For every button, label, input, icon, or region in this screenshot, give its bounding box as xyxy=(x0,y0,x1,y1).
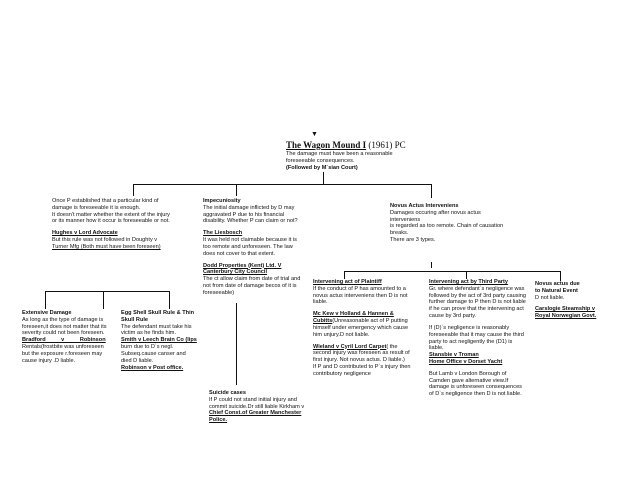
eggshell-case-2: Robinson v Post office. xyxy=(121,364,184,371)
extensive-line-3: severity could not been foreseen. xyxy=(22,330,105,337)
impecuniosity-case-1: The Liesbosch xyxy=(203,230,243,237)
thirdparty-line-12: damage is unforeseen consequences xyxy=(429,384,522,391)
plaintiff-case-2-rest: ( the xyxy=(386,343,398,350)
novus-line-3: breaks. xyxy=(390,230,409,237)
novus-branch-horizontal-line xyxy=(344,271,560,272)
novus-stem-line xyxy=(431,262,432,268)
drop-plaintiff-line xyxy=(344,271,345,279)
impecuniosity-line-1: The initial damage inflicted by D may xyxy=(203,204,295,211)
thirdparty-line-10: But Lamb v London Borough of xyxy=(429,370,507,377)
plaintiff-line-9: contributory negligence xyxy=(313,370,371,377)
thirdparty-line-5: cause by 3rd party. xyxy=(429,313,477,320)
thirdparty-line-2: followed by the act of 3rd party causing xyxy=(429,292,527,299)
extensive-title: Extensive Damage xyxy=(22,310,72,316)
left-case-title: Hughes v Lord Advocate xyxy=(52,230,118,237)
root-node xyxy=(286,140,416,171)
impecuniosity-case-2b: Canterbury City Council xyxy=(203,269,268,276)
impecuniosity-line-2: aggravated P due to his financial xyxy=(203,211,285,218)
novus-line-4: There are 3 types. xyxy=(390,237,436,244)
suicide-line-2: commit suicide.Dr still liable Kirkham v xyxy=(209,403,305,410)
impecuniosity-line-6: does not cover to that extent. xyxy=(203,250,276,257)
root-line-2: foreseeable consequences. xyxy=(286,157,355,164)
extensive-line-5: but the exposure r.foreseen may xyxy=(22,350,103,357)
impecuniosity-case-2a: Dodd Properties (Kent) Ltd. V xyxy=(203,262,282,269)
eggshell-title-2: Skull Rule xyxy=(121,316,149,323)
natural-case-1: Carslogie Steamship v xyxy=(535,306,595,313)
drop-suicide-line xyxy=(236,303,237,385)
plaintiff-line-1: If the conduct of P has amounted to a xyxy=(313,285,406,292)
extensive-line-2: foreseen,it does not matter that its xyxy=(22,323,107,330)
plaintiff-line-7: first injury. Not novus actus. D liable.) xyxy=(313,357,405,364)
drop-eggshell-line xyxy=(103,291,104,309)
drop-right-mid-line xyxy=(169,291,170,309)
left-line-2: damage is foreseeable it is enough. xyxy=(52,204,141,211)
novus-line-2: is regarded as too remote. Chain of causation xyxy=(390,223,504,230)
extensive-damage-node xyxy=(22,310,112,365)
impecuniosity-line-7: The ct allow claim from date of trial and xyxy=(203,276,301,283)
thirdparty-line-1: Gr. where defendant`s negligence was xyxy=(429,285,525,292)
top-horizontal-line xyxy=(133,184,431,185)
eggshell-line-3: burn due to D`s negl. xyxy=(121,344,174,351)
impecuniosity-line-4: It was held not claimable because it is xyxy=(203,237,297,244)
left-branch-horizontal-line xyxy=(45,291,169,292)
extensive-line-1: As long as the type of damage is xyxy=(22,316,104,323)
eggshell-line-5: died D liable. xyxy=(121,357,154,364)
drop-thirdparty-line xyxy=(466,271,467,279)
plaintiff-line-5: him unjury.D not liable. xyxy=(313,331,370,338)
third-party-act-node xyxy=(429,279,533,398)
drop-natural-line xyxy=(560,271,561,281)
left-line-3: It doesn't matter whether the extent of the injury xyxy=(52,211,170,218)
eggshell-line-1: The defendant must take his xyxy=(121,323,192,330)
novus-line-1: Damages occuring after novus actus interveniens xyxy=(390,209,481,223)
plaintiff-line-3: liable. xyxy=(313,299,328,306)
thirdparty-line-4: if he can prove that the intervening act xyxy=(429,306,524,313)
impecuniosity-line-8: not from date of damage becos of it is xyxy=(203,282,297,289)
thirdparty-line-7: foreseeable that it may cause the third xyxy=(429,331,524,338)
thirdparty-line-8: party to act negligently the (D1) is xyxy=(429,338,513,345)
plaintiff-title: Intervening act of Plaintiff xyxy=(313,279,382,285)
drop-extensive-line xyxy=(45,291,46,309)
plaintiff-case-2: Wieland v Cyril Lord Carpet xyxy=(313,343,387,350)
suicide-line-1: If P could not stand initial injury and xyxy=(209,396,297,403)
root-line-3: (Followed by M`sian Court) xyxy=(286,164,358,171)
drop-novus-line xyxy=(431,184,432,198)
impecuniosity-line-3: disability. Whether P can claim or not? xyxy=(203,218,298,225)
eggshell-skull-node xyxy=(121,310,211,371)
novus-title: Novus Actus Interveniens xyxy=(390,203,459,209)
root-stem-line xyxy=(323,172,324,184)
impecuniosity-title: Impecuniosity xyxy=(203,198,241,204)
foreseeable-kind-node xyxy=(52,198,192,251)
down-arrow-icon: ▼ xyxy=(311,131,318,138)
suicide-cases-node xyxy=(209,390,315,424)
thirdparty-line-6: If (D)`s negligence is reasonably xyxy=(429,324,510,331)
plaintiff-line-4: himself under emergency which cause xyxy=(313,324,409,331)
root-line-1: The damage must have been a reasonable xyxy=(286,150,393,157)
thirdparty-line-3: further damage to P then D is not liable xyxy=(429,299,526,306)
impecuniosity-node xyxy=(203,198,306,297)
eggshell-line-2: victim as he finds him. xyxy=(121,330,177,337)
thirdparty-case-2: Home Office v Dorset Yacht xyxy=(429,358,503,365)
thirdparty-line-11: Camden gave alternative view.If xyxy=(429,377,509,384)
plaintiff-line-2: novus actus interveniens then D is not xyxy=(313,292,408,299)
left-line-6: Turner Mfg (Both must have been foreseen) xyxy=(52,243,161,250)
plaintiff-line-6: second injury was foreseen as result of xyxy=(313,350,410,357)
thirdparty-line-13: of D`s negligence then D is not liable. xyxy=(429,391,522,398)
eggshell-title-1: Egg Shell Skull Rule & Thin xyxy=(121,310,195,316)
plaintiff-act-node xyxy=(313,279,419,378)
plaintiff-case-1b-rest: (Unreasonable act of P putting xyxy=(332,318,408,325)
suicide-line-3: Chief Const.of Greater Manchester xyxy=(209,410,302,417)
left-line-4: or its manner how it occur is foreseeable or not. xyxy=(52,218,170,225)
natural-event-node xyxy=(535,281,625,320)
plaintiff-case-1a: Mc Kew v Holland & Hannen & xyxy=(313,311,394,318)
natural-line-1: D not liable. xyxy=(535,294,565,301)
plaintiff-case-1b: Cubitts xyxy=(313,318,333,325)
root-title-year: (1961) PC xyxy=(366,140,406,150)
thirdparty-line-9: liable. xyxy=(429,345,444,352)
suicide-title: Suicide cases xyxy=(209,390,247,396)
eggshell-line-4: Subseq.cause canser and xyxy=(121,350,186,357)
novus-actus-node xyxy=(390,203,508,244)
suicide-line-4: Police. xyxy=(209,417,228,424)
natural-case-2: Royal Norwegian Govt. xyxy=(535,313,597,320)
extensive-case: Bradford v Robinson xyxy=(22,337,106,344)
drop-left-line xyxy=(133,184,134,196)
impecuniosity-line-9: foreseeable) xyxy=(203,289,235,296)
plaintiff-line-8: If P and D contributed to P`s injury then xyxy=(313,363,411,370)
extensive-line-4: Rentals(frostbite was unforeseen xyxy=(22,344,104,351)
drop-impecuniosity-line xyxy=(236,184,237,196)
left-line-5: But this rule was not followed in Doughty v xyxy=(52,237,158,244)
extensive-line-6: cause injury .D liable. xyxy=(22,357,76,364)
impecuniosity-line-5: too remote and unforeseen. The law xyxy=(203,243,293,250)
eggshell-case-1: Smith v Leech Brain Co (lips xyxy=(121,337,197,344)
thirdparty-title: Intervening act by Third Party xyxy=(429,279,508,285)
natural-title-2: to Natural Event xyxy=(535,287,578,294)
natural-title-1: Novus actus due xyxy=(535,281,580,287)
thirdparty-case-1: Stansbie v Troman xyxy=(429,352,479,359)
root-title-case: The Wagon Mound I xyxy=(286,140,367,150)
left-line-1: Once P established that a particular kind of xyxy=(52,198,159,204)
